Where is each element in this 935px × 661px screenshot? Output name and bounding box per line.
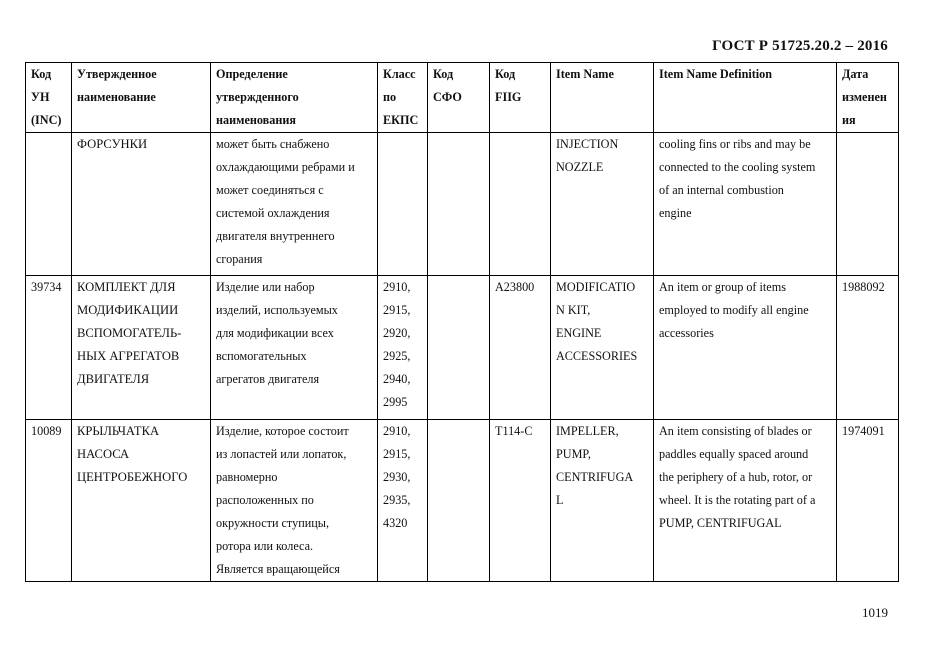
approved-name-cell	[72, 133, 211, 276]
cell-line: КРЫЛЬЧАТКА	[77, 424, 160, 438]
cell-line: для модификации всех	[216, 326, 334, 340]
cell-line: НАСОСА	[77, 447, 130, 461]
cell-line: T114-C	[495, 424, 533, 438]
cell-line: Является вращающейся	[216, 562, 340, 576]
sfo-code-cell	[428, 133, 490, 276]
approved-name-cell	[72, 420, 211, 582]
cell-line: агрегатов двигателя	[216, 372, 320, 386]
header-line: Item Name	[556, 67, 614, 81]
ekps-class-cell	[378, 133, 428, 276]
cell-line: accessories	[659, 326, 714, 340]
header-line: утвержденного	[216, 90, 299, 104]
cell-line: cooling fins or ribs and may be	[659, 137, 811, 151]
header-line: FIIG	[495, 90, 522, 104]
cell-line: 2930,	[383, 470, 411, 484]
header-line: наименования	[216, 113, 296, 127]
document-standard-number: ГОСТ Р 51725.20.2 – 2016	[712, 38, 888, 54]
cell-line: INJECTION	[556, 137, 619, 151]
item-name-cell	[551, 276, 654, 420]
cell-line: ВСПОМОГАТЕЛЬ-	[77, 326, 182, 340]
ekps-class-cell	[378, 420, 428, 582]
cell-line: из лопастей или лопаток,	[216, 447, 347, 461]
cell-line: paddles equally spaced around	[659, 447, 809, 461]
change-date-cell	[837, 133, 899, 276]
header-line: изменен	[842, 90, 887, 104]
cell-line: of an internal combustion	[659, 183, 784, 197]
col-ekps-class	[378, 63, 428, 133]
cell-line: изделий, используемых	[216, 303, 338, 317]
item-definition-cell	[654, 133, 837, 276]
cell-line: сгорания	[216, 252, 263, 266]
sfo-code-cell	[428, 276, 490, 420]
header-line: Утвержденное	[77, 67, 157, 81]
cell-line: An item or group of items	[659, 280, 786, 294]
header-line: УН	[31, 90, 50, 104]
cell-line: может быть снабжено	[216, 137, 330, 151]
item-name-cell	[551, 133, 654, 276]
cell-line: МОДИФИКАЦИИ	[77, 303, 179, 317]
header-line: Item Name Definition	[659, 67, 773, 81]
cell-line: employed to modify all engine	[659, 303, 809, 317]
col-approved-name	[72, 63, 211, 133]
col-item-name	[551, 63, 654, 133]
cell-line: the periphery of a hub, rotor, or	[659, 470, 813, 484]
cell-line: 2935,	[383, 493, 411, 507]
cell-line: ротора или колеса.	[216, 539, 314, 553]
definition-cell	[211, 420, 378, 582]
cell-line: равномерно	[216, 470, 278, 484]
cell-line: 2925,	[383, 349, 411, 363]
cell-line: ENGINE	[556, 326, 602, 340]
header-line: Код	[495, 67, 516, 81]
inc-code-cell	[26, 133, 72, 276]
cell-line: 2915,	[383, 303, 411, 317]
col-sfo-code	[428, 63, 490, 133]
col-definition	[211, 63, 378, 133]
change-date-cell	[837, 420, 899, 582]
cell-line: 39734	[31, 280, 62, 294]
cell-line: NOZZLE	[556, 160, 604, 174]
cell-line: 2940,	[383, 372, 411, 386]
cell-line: Изделие или набор	[216, 280, 315, 294]
cell-line: расположенных по	[216, 493, 314, 507]
definition-cell	[211, 276, 378, 420]
cell-line: КОМПЛЕКТ ДЛЯ	[77, 280, 176, 294]
page-number: 1019	[862, 605, 888, 620]
cell-line: 10089	[31, 424, 62, 438]
table-row	[26, 276, 899, 420]
cell-line: IMPELLER,	[556, 424, 619, 438]
col-item-definition	[654, 63, 837, 133]
catalog-table	[25, 62, 899, 582]
item-name-cell	[551, 420, 654, 582]
header-line: наименование	[77, 90, 156, 104]
cell-line: 1974091	[842, 424, 885, 438]
cell-line: ДВИГАТЕЛЯ	[77, 372, 150, 386]
cell-line: 2910,	[383, 424, 411, 438]
fiig-code-cell	[490, 133, 551, 276]
cell-line: connected to the cooling system	[659, 160, 816, 174]
inc-code-cell	[26, 276, 72, 420]
cell-line: An item consisting of blades or	[659, 424, 812, 438]
cell-line: A23800	[495, 280, 535, 294]
cell-line: engine	[659, 206, 692, 220]
sfo-code-cell	[428, 420, 490, 582]
cell-line: MODIFICATIO	[556, 280, 636, 294]
inc-code-cell	[26, 420, 72, 582]
header-line: Дата	[842, 67, 869, 81]
cell-line: L	[556, 493, 564, 507]
cell-line: охлаждающими ребрами и	[216, 160, 355, 174]
cell-line: CENTRIFUGA	[556, 470, 634, 484]
header-line: Код	[433, 67, 454, 81]
cell-line: ACCESSORIES	[556, 349, 638, 363]
cell-line: 4320	[383, 516, 408, 530]
table-row	[26, 133, 899, 276]
cell-line: системой охлаждения	[216, 206, 330, 220]
approved-name-cell	[72, 276, 211, 420]
definition-cell	[211, 133, 378, 276]
cell-line: PUMP, CENTRIFUGAL	[659, 516, 782, 530]
cell-line: 2910,	[383, 280, 411, 294]
cell-line: окружности ступицы,	[216, 516, 329, 530]
cell-line: может соединяться с	[216, 183, 324, 197]
header-line: Код	[31, 67, 52, 81]
cell-line: двигателя внутреннего	[216, 229, 335, 243]
fiig-code-cell	[490, 276, 551, 420]
cell-line: вспомогательных	[216, 349, 307, 363]
col-code-inc	[26, 63, 72, 133]
cell-line: Изделие, которое состоит	[216, 424, 349, 438]
header-line: по	[383, 90, 397, 104]
table-row	[26, 420, 899, 582]
header-line: СФО	[433, 90, 462, 104]
header-line: ЕКПС	[383, 113, 419, 127]
cell-line: PUMP,	[556, 447, 591, 461]
col-fiig-code	[490, 63, 551, 133]
change-date-cell	[837, 276, 899, 420]
header-line: Класс	[383, 67, 416, 81]
cell-line: 1988092	[842, 280, 885, 294]
cell-line: ЦЕНТРОБЕЖНОГО	[77, 470, 188, 484]
fiig-code-cell	[490, 420, 551, 582]
ekps-class-cell	[378, 276, 428, 420]
cell-line: N KIT,	[556, 303, 591, 317]
item-definition-cell	[654, 420, 837, 582]
header-line: (INC)	[31, 113, 62, 127]
cell-line: 2915,	[383, 447, 411, 461]
cell-line: 2995	[383, 395, 408, 409]
cell-line: 2920,	[383, 326, 411, 340]
header-line: ия	[842, 113, 856, 127]
header-line: Определение	[216, 67, 288, 81]
table-header-row	[26, 63, 899, 133]
col-change-date	[837, 63, 899, 133]
cell-line: wheel. It is the rotating part of a	[659, 493, 816, 507]
item-definition-cell	[654, 276, 837, 420]
cell-line: ФОРСУНКИ	[77, 137, 148, 151]
cell-line: НЫХ АГРЕГАТОВ	[77, 349, 180, 363]
